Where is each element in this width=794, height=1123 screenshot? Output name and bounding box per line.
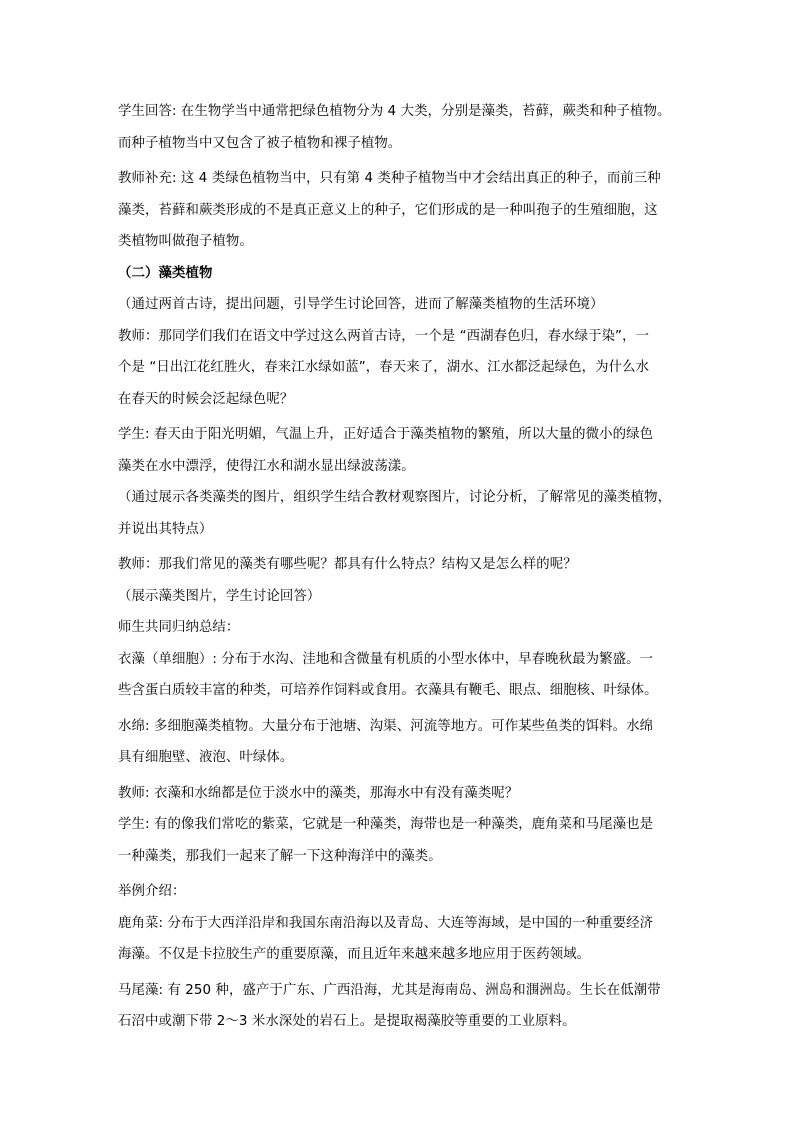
- text-line: 学生回答: 在生物学当中通常把绿色植物分为 4 大类，分别是藻类，苔藓，蕨类和种子植物。: [118, 104, 671, 119]
- text-line: 鹿角菜: 分布于大西洋沿岸和我国东南沿海以及青岛、大连等海域，是中国的一种重要经济: [118, 915, 654, 931]
- text-line: 教师：那我们常见的藻类有哪些呢？都具有什么特点？结构又是怎么样的呢？: [118, 557, 577, 572]
- text-line: 藻类，苔藓和蕨类形成的不是真正意义上的种子，它们形成的是一种叫孢子的生殖细胞，这: [118, 202, 658, 218]
- text-line: （通过两首古诗，提出问题，引导学生讨论回答，进而了解藻类植物的生活环境）: [118, 297, 604, 312]
- text-line: 学生: 春天由于阳光明媚，气温上升，正好适合于藻类植物的繁殖，所以大量的微小的绿色: [118, 427, 654, 442]
- text-line: 海藻。不仅是卡拉胶生产的重要原藻，而且近年来越来越多地应用于医药领域。: [118, 947, 591, 962]
- document-body: [118, 96, 698, 1038]
- text-line: 具有细胞壁、液泡、叶绿体。: [118, 750, 294, 765]
- text-line: 学生: 有的像我们常吃的紫菜，它就是一种藻类，海带也是一种藻类，鹿角菜和马尾藻也是: [118, 817, 654, 832]
- text-line: 水绵: 多细胞藻类植物。大量分布于池塘、沟渠、河流等地方。可作某些鱼类的饵料。水绵: [118, 718, 654, 734]
- text-line: 并说出其特点）: [118, 521, 213, 537]
- text-line: 些含蛋白质较丰富的种类，可培养作饲料或食用。衣藻具有鞭毛、眼点、细胞核、叶绿体。: [118, 683, 658, 698]
- text-line: （通过展示各类藻类的图片，组织学生结合教材观察图片，讨论分析，了解常见的藻类植物，: [118, 490, 672, 505]
- text-line: 师生共同归纳总结：: [118, 620, 240, 635]
- text-line: 举例介绍：: [118, 884, 186, 899]
- text-line: 教师：那同学们我们在语文中学过这么两首古诗，一个是 “西湖春色归，春水绿于染”，一: [118, 328, 650, 344]
- text-line: 而种子植物当中又包含了被子植物和裸子植物。: [118, 135, 402, 151]
- text-line: 类植物叫做孢子植物。: [118, 234, 253, 249]
- text-line: （展示藻类图片，学生讨论回答）: [118, 588, 321, 604]
- section-heading: （二）藻类植物: [118, 265, 213, 281]
- text-line: 马尾藻: 有 250 种，盛产于广东、广西沿海，尤其是海南岛、洲岛和涠洲岛。生长在低潮带: [118, 982, 661, 998]
- text-line: 在春天的时候会泛起绿色呢？: [118, 391, 294, 407]
- text-line: 藻类在水中漂浮，使得江水和湖水显出绿波荡漾。: [118, 458, 415, 474]
- text-line: 教师: 衣藻和水绵都是位于淡水中的藻类，那海水中有没有藻类呢？: [118, 785, 519, 801]
- text-line: 一种藻类，那我们一起来了解一下这种海洋中的藻类。: [118, 848, 442, 864]
- text-line: 石沼中或潮下带 2～3 米水深处的岩石上。是提取褐藻胶等重要的工业原料。: [118, 1014, 576, 1029]
- text-line: 个是 “日出江花红胜火，春来江水绿如蓝”，春天来了，湖水、江水都泛起绿色，为什么水: [118, 360, 650, 375]
- text-line: 衣藻（单细胞）: 分布于水沟、洼地和含微量有机质的小型水体中，早春晚秋最为繁盛。一: [118, 651, 654, 667]
- text-line: 教师补充: 这 4 类绿色植物当中，只有第 4 类种子植物当中才会结出真正的种子，而前三种: [118, 171, 661, 186]
